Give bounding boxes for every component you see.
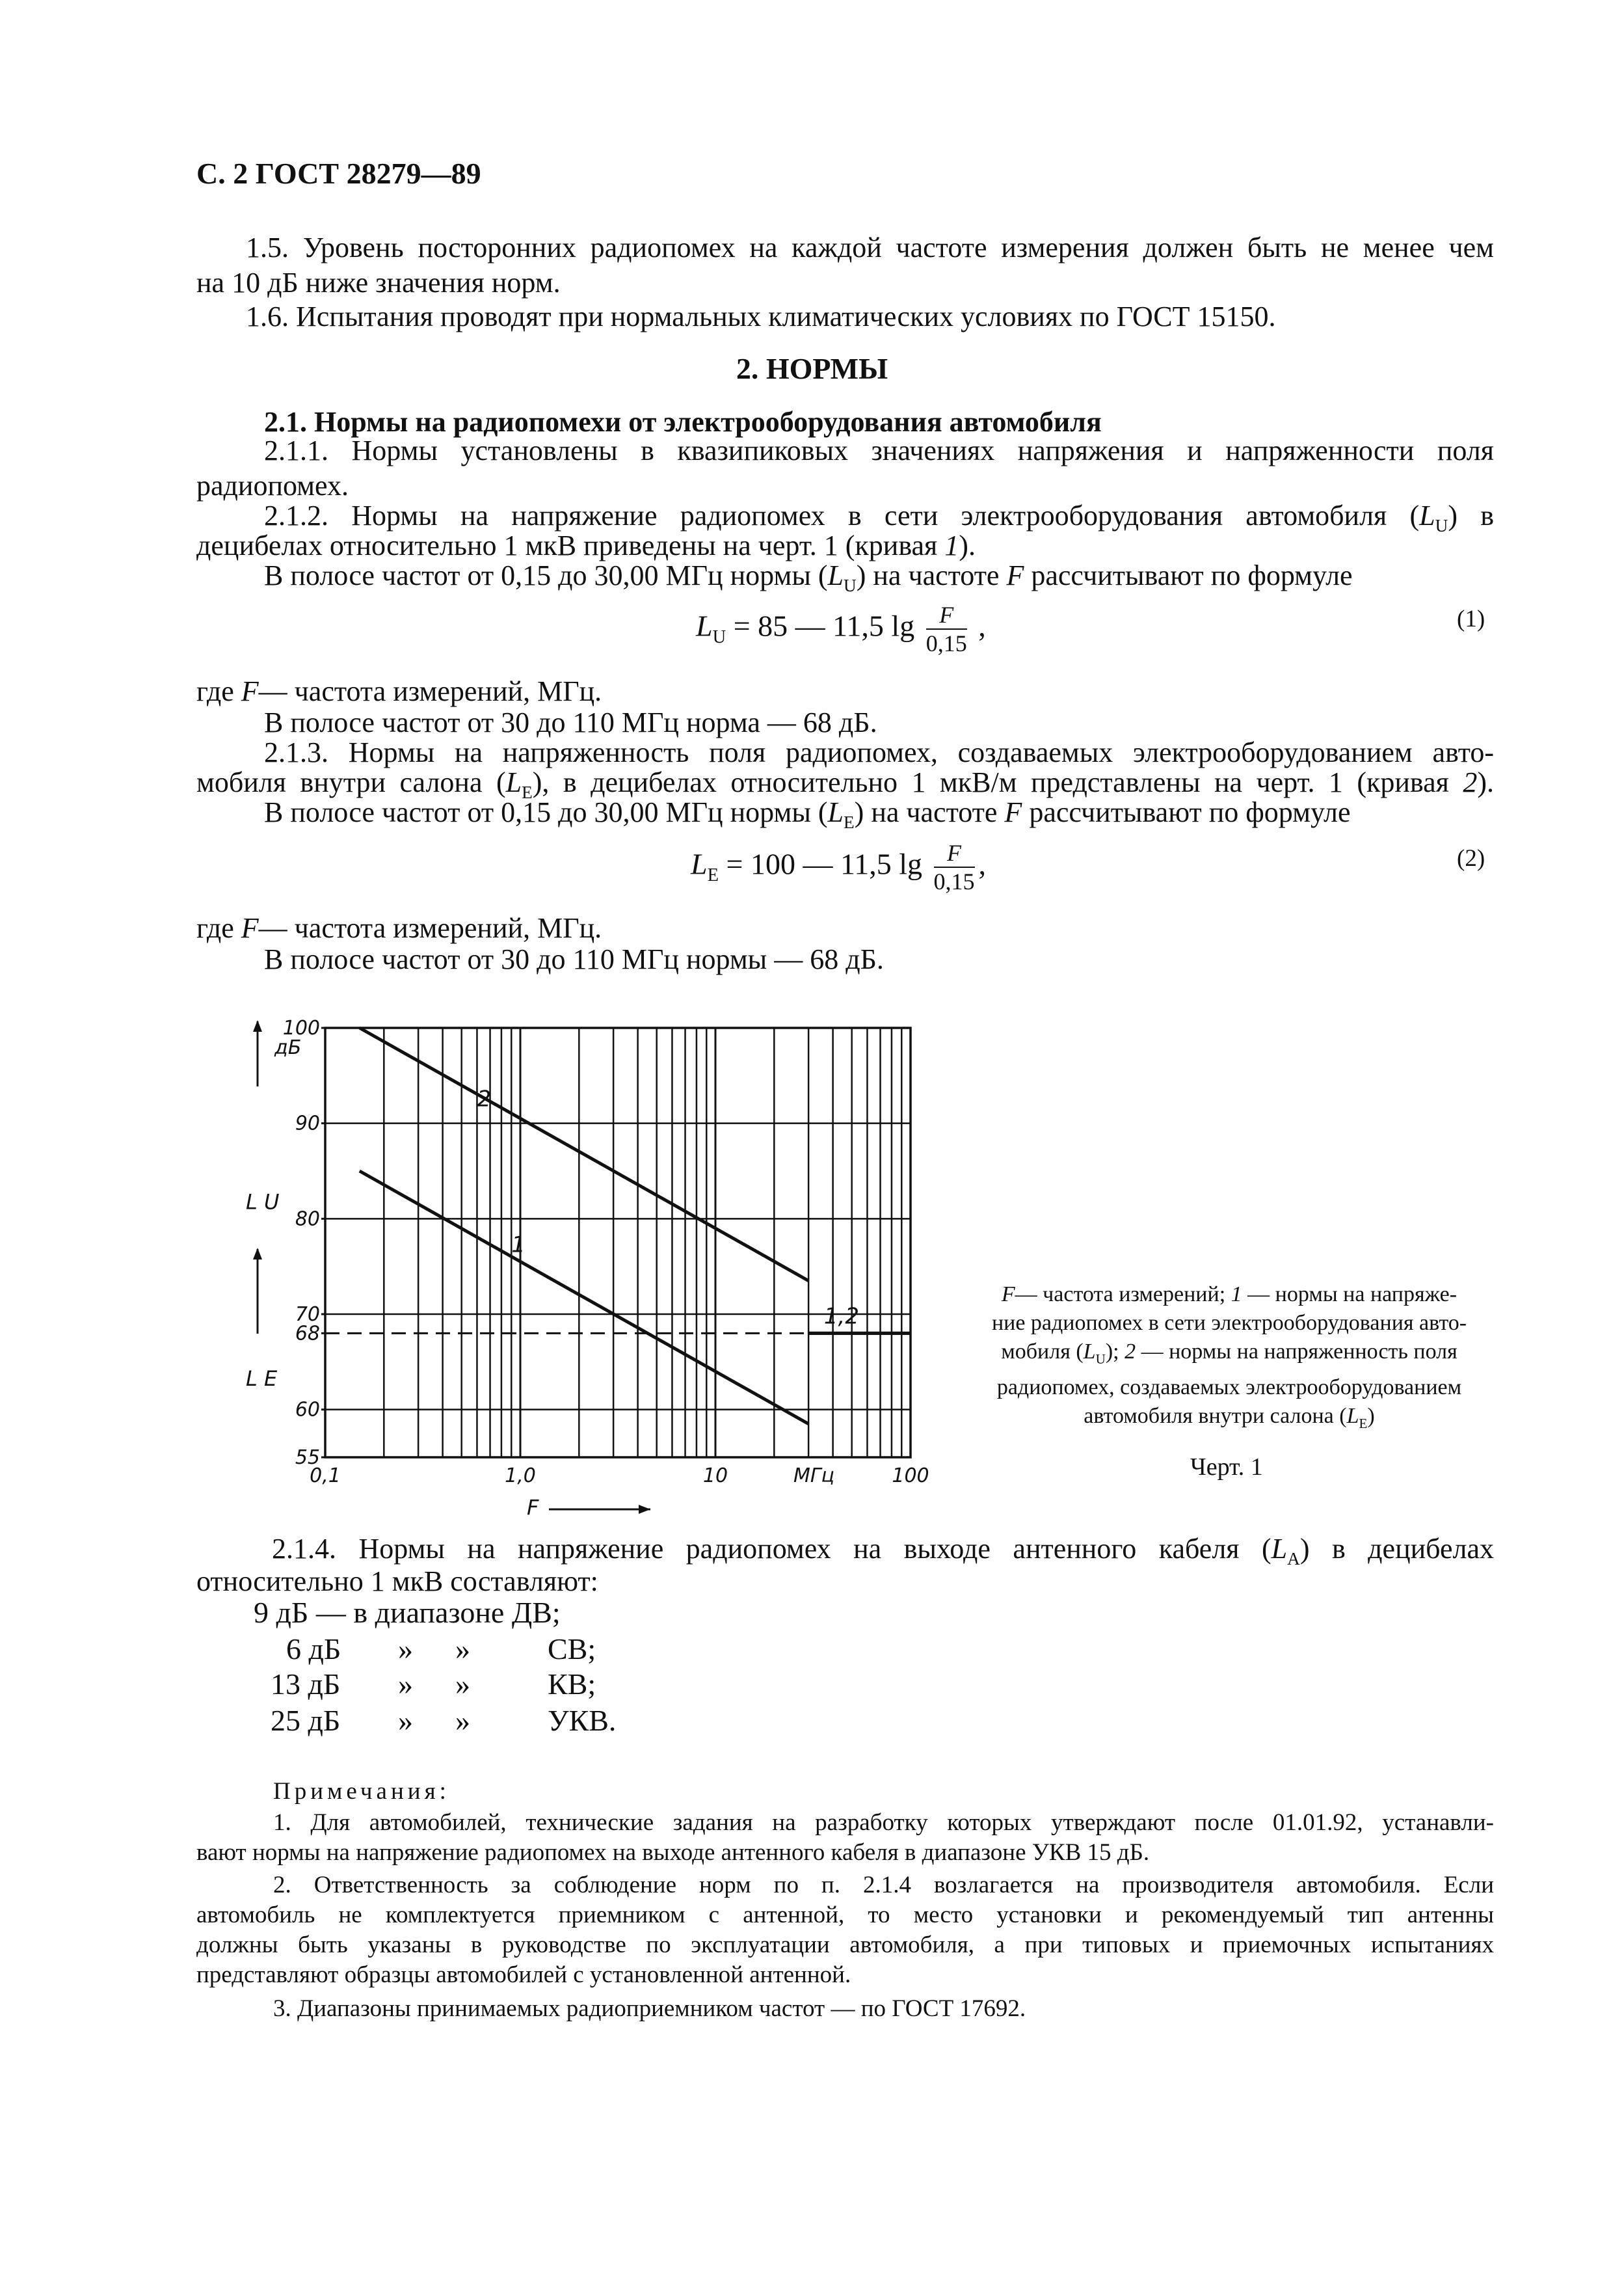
formula-1: $L_U = 85$ — 11,5 lg $\frac{F}{0,15}$ , <box>696 602 986 656</box>
chart-labels <box>246 1017 929 1516</box>
paragraph-2-1-2c: В полосе частот от 0,15 до 30,00 МГц нормы $(L_U)$ на частоте F рассчитывают по формуле <box>264 559 1353 595</box>
where-2: где F— частота измерений, МГц. <box>196 912 602 944</box>
subsection-2-1: 2.1. Нормы на радиопомехи от электрооборудования автомобиля <box>264 406 1102 438</box>
note-2d: представляют образцы автомобилей с установленной антенной. <box>196 1961 851 1988</box>
y-tick-label: 70 <box>295 1303 320 1326</box>
y-tick-label: 90 <box>295 1112 320 1135</box>
series-line-2 <box>360 1028 808 1281</box>
band-2: В полосе частот от 30 до 110 МГц нормы — 68 дБ. <box>264 943 884 975</box>
note-2c: должны быть указаны в руководстве по эксплуатации автомобиля, а при типовых и приемочных испытаниях <box>196 1932 1494 1958</box>
x-tick-label: 10 <box>702 1464 728 1487</box>
chart-series <box>325 1028 911 1424</box>
paragraph-2-1-4b: относительно 1 мкВ составляют: <box>196 1565 598 1597</box>
note-2b: автомобиль не комплектуется приемником с антенной, то место установки и рекомендуемый тип антенны <box>196 1902 1494 1928</box>
chart-caption: F— частота измерений; 1 — нормы на напряже- ние радиопомех в сети электрооборудования авто- мобиля $(L_U)$; 2 — нормы на напряженность поля радиопомех, создаваемых электрооборудованием автомобиля внутри салона $(L_E)$ <box>991 1282 1467 1431</box>
x-tick-label: 1,0 <box>505 1464 536 1487</box>
x-tick-label: 0,1 <box>310 1464 341 1487</box>
paragraph-1-5a: 1.5. Уровень посторонних радиопомех на каждой частоте измерения должен быть не менее чем <box>246 232 1494 263</box>
y-tick-label: 60 <box>295 1398 320 1421</box>
x-axis-arrowhead <box>639 1505 650 1514</box>
y-label-LU: L U <box>246 1189 280 1215</box>
y-up-arrowhead-bottom <box>253 1248 262 1260</box>
paragraph-2-1-4a: 2.1.4. Нормы на напряжение радиопомех на выходе антенного кабеля $(L_A)$ в децибелах <box>272 1533 1495 1569</box>
page-header: С. 2 ГОСТ 28279—89 <box>196 157 481 190</box>
note-2a: 2. Ответственность за соблюдение норм по п. 2.1.4 возлагается на производителя автомобиля. Если <box>273 1872 1494 1898</box>
note-3: 3. Диапазоны принимаемых радиоприемником частот — по ГОСТ 17692. <box>273 1995 1026 2022</box>
band-row-sv: 6 дБ » » СВ; <box>286 1632 596 1665</box>
series-line-1 <box>360 1171 808 1424</box>
section-title: 2. НОРМЫ <box>736 352 888 385</box>
y-tick-label: 80 <box>295 1207 320 1231</box>
chart-axes <box>325 1028 911 1457</box>
y-tick-label: 55 <box>295 1446 320 1469</box>
note-1a: 1. Для автомобилей, технические задания на разработку которых утверждают после 01.01.92, устанавли- <box>273 1809 1494 1836</box>
paragraph-2-1-1b: радиопомех. <box>196 470 349 502</box>
chart-grid <box>325 1028 911 1457</box>
paragraph-1-5b: на 10 дБ ниже значения норм. <box>196 267 561 299</box>
paragraph-2-1-2a: 2.1.2. Нормы на напряжение радиопомех в сети электрооборудования автомобиля $(L_U)$ в <box>264 500 1495 535</box>
paragraph-2-1-2b: децибелах относительно 1 мкВ приведены на черт. 1 (кривая 1). <box>196 530 976 561</box>
y-tick-label: 100 <box>282 1017 320 1040</box>
band-row-ukv: 25 дБ » » УКВ. <box>271 1704 617 1737</box>
x-tick-label: МГц <box>793 1464 835 1487</box>
x-axis-label: F <box>527 1495 539 1516</box>
plot-frame <box>325 1028 911 1457</box>
note-1b: вают нормы на напряжение радиопомех на выходе антенного кабеля в диапазоне УКВ 15 дБ. <box>196 1839 1150 1866</box>
y-unit-label: дБ <box>274 1036 302 1059</box>
chart-1 <box>221 1002 937 1516</box>
where-1: где F— частота измерений, МГц. <box>196 675 602 707</box>
paragraph-2-1-3c: В полосе частот от 0,15 до 30,00 МГц нормы $(L_E)$ на частоте F рассчитывают по формуле <box>264 796 1351 832</box>
formula-2-number: (2) <box>1457 845 1485 872</box>
paragraph-2-1-3a: 2.1.3. Нормы на напряженность поля радиопомех, создаваемых электрооборудованием авто- <box>264 736 1494 768</box>
band-row-dv: 9 дБ — в диапазоне ДВ; <box>254 1596 561 1629</box>
band-1: В полосе частот от 30 до 110 МГц норма — 68 дБ. <box>264 707 877 738</box>
y-label-LE: L E <box>246 1366 278 1391</box>
y-tick-label: 68 <box>295 1322 320 1345</box>
curve-label-1-2: 1,2 <box>823 1303 859 1330</box>
paragraph-1-6: 1.6. Испытания проводят при нормальных климатических условиях по ГОСТ 15150. <box>246 301 1276 332</box>
band-row-kv: 13 дБ » » КВ; <box>271 1667 596 1701</box>
notes-title: Примечания: <box>273 1778 450 1805</box>
x-tick-label: 100 <box>892 1464 929 1487</box>
curve-label-2: 2 <box>477 1086 492 1112</box>
paragraph-2-1-3b: мобиля внутри салона $(L_E)$, в децибелах относительно 1 мкВ/м представлены на черт. 1 (кривая 2). <box>196 766 1494 802</box>
chart-label: Черт. 1 <box>1190 1453 1263 1481</box>
formula-2: $L_E = 100$ — 11,5 lg $\frac{F}{0,15}$ , <box>691 840 987 895</box>
paragraph-2-1-1a: 2.1.1. Нормы установлены в квазипиковых значениях напряжения и напряженности поля <box>264 435 1494 466</box>
curve-label-1: 1 <box>511 1232 526 1258</box>
y-up-arrowhead-top <box>253 1020 262 1032</box>
formula-1-number: (1) <box>1457 606 1485 632</box>
